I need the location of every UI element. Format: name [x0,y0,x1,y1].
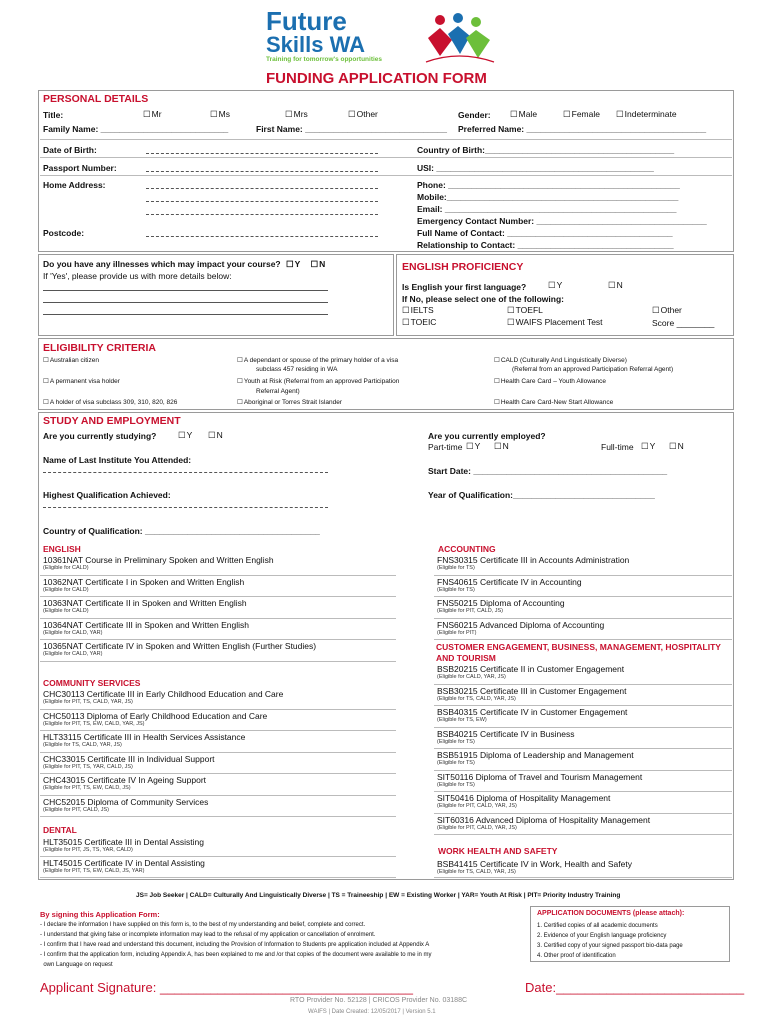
emergency-contact-field[interactable]: Emergency Contact Number: ____________________________________ [417,216,707,226]
illness-details-line1[interactable] [43,290,328,291]
course-name: HLT33115 Certificate III in Health Services Assistance [43,732,246,742]
country-qual-field[interactable]: Country of Qualification: _____________________________________ [43,526,320,536]
accounting-course-list [434,554,732,640]
english-first-yes-checkbox[interactable]: ☐ Y [548,280,562,291]
text-line: 3. Certified copy of your signed passport bio-data page [537,943,683,949]
figures-logo-icon [418,10,500,68]
employed-question: Are you currently employed? [428,431,546,441]
course-eligibility: (Eligible for PIT) [437,629,477,636]
course-eligibility: (Eligible for PIT, JS, TS, YAR, CALD) [43,847,133,853]
dob-label: Date of Birth: [43,145,97,155]
course-name: BSB40215 Certificate IV in Business [437,728,575,739]
first-name-field[interactable]: First Name: ______________________________ [256,124,447,134]
logo-line2: Skills WA [266,32,366,57]
course-name: BSB20215 Certificate II in Customer Engagement [437,664,625,674]
business-course-list [434,663,732,835]
divider [40,175,732,176]
course-eligibility: (Eligible for CALD, YAR) [43,651,103,657]
course-eligibility: (Eligible for CALD, YAR, JS) [437,674,506,680]
course-eligibility: (Eligible for CALD) [43,565,89,571]
illness-details-line2[interactable] [43,302,328,303]
course-eligibility: (Eligible for PIT, TS, YAR, CALD, JS) [43,763,133,770]
text-line: - I declare the information I have supplied on this form is, to the best of my understanding and belief, complete and correct. [40,922,366,928]
home-address-line1[interactable] [146,188,378,189]
studying-no-checkbox[interactable]: ☐ N [208,430,223,441]
elig-australian-citizen[interactable]: ☐ Australian citizen [43,356,99,364]
course-eligibility: (Eligible for TS) [437,586,475,593]
course-row[interactable] [40,836,396,857]
elig-hcc-newstart[interactable]: ☐ Health Care Card-New Start Allowance [494,398,613,406]
course-row[interactable] [40,554,396,576]
date-field[interactable]: Date:__________________________ [525,980,745,995]
course-name: BSB41415 Certificate IV in Work, Health and Safety [437,859,632,869]
mobile-field[interactable]: Mobile:_________________________________________________ [417,192,679,202]
course-row[interactable] [40,597,396,619]
text-line: 1. Certified copies of all academic documents [537,923,658,929]
course-name: FNS40615 Certificate IV in Accounting [437,576,582,587]
illness-followup: If 'Yes', please provide us with more details below: [43,271,232,281]
text-line: own Language on request [40,962,113,968]
dental-course-list [40,836,396,878]
parttime-no-checkbox[interactable]: ☐ N [494,441,509,452]
course-row[interactable] [434,706,732,728]
course-eligibility: (Eligible for CALD, YAR) [43,629,103,636]
course-row[interactable] [434,576,732,598]
course-row[interactable] [434,749,732,771]
documents-heading: APPLICATION DOCUMENTS (please attach): [537,910,685,917]
year-qual-field[interactable]: Year of Qualification:______________________________ [428,490,655,500]
last-institute-field[interactable] [43,472,328,473]
english-first-no-checkbox[interactable]: ☐ N [608,280,623,291]
elig-visa-subclass[interactable]: ☐ A holder of visa subclass 309, 310, 820, 826 [43,398,177,406]
course-name: FNS50215 Diploma of Accounting [437,598,565,608]
course-name: SIT50416 Diploma of Hospitality Management [437,793,611,803]
accounting-courses-heading: ACCOUNTING [438,544,496,554]
form-title: FUNDING APPLICATION FORM [266,70,487,87]
course-eligibility: (Eligible for PIT, CALD, YAR, JS) [437,803,517,809]
divider [40,139,732,140]
elig-permanent-visa[interactable]: ☐ A permanent visa holder [43,377,120,385]
gender-indeterminate-checkbox[interactable]: ☐ Indeterminate [616,109,677,120]
gender-label: Gender: [458,110,491,120]
course-eligibility: (Eligible for PIT, CALD, YAR, JS) [437,824,517,831]
start-date-field[interactable]: Start Date: _________________________________________ [428,466,668,476]
illness-yes-checkbox[interactable]: ☐ Y [286,259,300,269]
course-name: BSB51915 Diploma of Leadership and Management [437,750,634,760]
course-row[interactable] [40,731,396,753]
course-name: 10364NAT Certificate III in Spoken and Written English [43,619,250,630]
highest-qual-label: Highest Qualification Achieved: [43,490,171,500]
course-eligibility: (Eligible for PIT, TS, CALD, YAR, JS) [43,699,133,705]
illness-question-text: Do you have any illnesses which may impact your course? [43,259,281,269]
course-name: FNS30315 Certificate III in Accounts Administration [437,555,630,565]
highest-qual-field[interactable] [43,507,328,508]
waifs-checkbox[interactable]: ☐ WAIFS Placement Test [507,317,603,328]
course-name: HLT35015 Certificate III in Dental Assisting [43,837,204,847]
course-name: CHC50113 Diploma of Early Childhood Education and Care [43,710,268,721]
course-eligibility: (Eligible for PIT, CALD, JS) [43,806,110,813]
eligibility-heading: ELIGIBILITY CRITERIA [43,342,156,354]
course-row[interactable] [434,685,732,707]
course-name: HLT45015 Certificate IV in Dental Assisting [43,858,205,868]
community-courses-heading: COMMUNITY SERVICES [43,678,141,688]
fulltime-no-checkbox[interactable]: ☐ N [669,441,684,452]
business-courses-heading-2: AND TOURISM [436,653,496,663]
course-row[interactable] [434,728,732,750]
course-eligibility: (Eligible for TS, CALD, YAR, JS) [43,742,122,748]
course-eligibility: (Eligible for TS) [437,760,475,766]
postcode-field[interactable] [146,236,378,237]
elig-youth-at-risk[interactable]: ☐ Youth at Risk (Referral from an approved Participation [237,377,399,385]
english-courses-heading: ENGLISH [43,544,81,554]
family-name-field[interactable]: Family Name: ___________________________ [43,124,229,134]
course-row[interactable] [40,857,396,878]
text-line: - I understand that giving false or incomplete information may lead to the refusal of my application or cancellation of enrolment. [40,932,376,938]
course-row[interactable] [40,688,396,710]
ielts-checkbox[interactable]: ☐ IELTS [402,305,434,316]
elig-youth-at-risk-2: Referral Agent) [256,388,300,395]
declaration-heading: By signing this Application Form: [40,910,160,919]
course-name: CHC43015 Certificate IV In Ageing Support [43,775,207,785]
whs-course-list [434,858,732,878]
course-eligibility: (Eligible for PIT, TS, EW, CALD, YAR, JS) [43,720,145,727]
course-name: 10362NAT Certificate I in Spoken and Written English [43,576,245,587]
study-heading: STUDY AND EMPLOYMENT [43,415,181,427]
studying-yes-checkbox[interactable]: ☐ Y [178,430,192,441]
title-mr-checkbox[interactable]: ☐ Mr [143,109,162,120]
logo-tagline: Training for tomorrow's opportunities [266,56,383,63]
illness-details-line3[interactable] [43,314,328,315]
score-field[interactable]: Score ________ [652,318,715,328]
phone-field[interactable]: Phone: _________________________________________________ [417,180,680,190]
parttime-label: Part-time [428,442,463,452]
postcode-label: Postcode: [43,228,85,238]
english-course-list [40,554,396,662]
business-courses-heading: CUSTOMER ENGAGEMENT, BUSINESS, MANAGEMENT, HOSPITALITY [436,642,721,652]
course-name: BSB40315 Certificate IV in Customer Engagement [437,707,628,717]
footer-provider: RTO Provider No. 52128 | CRICOS Provider No. 03188C [290,997,468,1004]
course-name: FNS60215 Advanced Diploma of Accounting [437,619,605,630]
gender-female-checkbox[interactable]: ☐ Female [563,109,600,120]
course-eligibility: (Eligible for CALD) [43,586,89,593]
course-name: CHC52015 Diploma of Community Services [43,796,209,807]
text-line: - I confirm that I have read and understand this document, including the Provision of Information to Students pre application included at Appendix A [40,942,430,948]
divider [40,157,732,158]
course-eligibility: (Eligible for TS, EW) [437,717,487,723]
logo [266,8,382,63]
course-row[interactable] [434,771,732,793]
course-row[interactable] [434,554,732,576]
declaration-list [40,920,432,970]
english-first-question: Is English your first language? [402,282,527,292]
course-name: 10363NAT Certificate II in Spoken and Written English [43,598,247,608]
fulltime-yes-checkbox[interactable]: ☐ Y [641,441,655,452]
parttime-yes-checkbox[interactable]: ☐ Y [466,441,480,452]
course-name: SIT60316 Advanced Diploma of Hospitality Management [437,814,651,825]
course-name: 10365NAT Certificate IV in Spoken and Written English (Further Studies) [43,641,317,651]
home-address-line2[interactable] [146,201,378,202]
course-row[interactable] [40,710,396,732]
course-row[interactable] [40,619,396,641]
footer-version: WAIFS | Date Created: 12/05/2017 | Version 5.1 [308,1009,436,1015]
course-row[interactable] [434,619,732,641]
applicant-signature-field[interactable]: Applicant Signature: ___________________________________ [40,980,414,995]
course-row[interactable] [40,753,396,775]
course-row[interactable] [434,792,732,814]
course-row[interactable] [40,774,396,796]
course-name: CHC33015 Certificate III in Individual Support [43,753,215,764]
toefl-checkbox[interactable]: ☐ TOEFL [507,305,543,316]
country-birth-field[interactable]: Country of Birth:________________________________________ [417,145,675,155]
preferred-name-field[interactable]: Preferred Name: ______________________________________ [458,124,707,134]
title-mrs-checkbox[interactable]: ☐ Mrs [285,109,308,120]
course-name: CHC30113 Certificate III in Early Childhood Education and Care [43,689,284,699]
relationship-field[interactable]: Relationship to Contact: _________________________________ [417,240,674,250]
fulltime-label: Full-time [601,442,634,452]
english-if-no: If No, please select one of the following: [402,294,564,304]
last-institute-label: Name of Last Institute You Attended: [43,455,192,465]
home-address-line3[interactable] [146,214,378,215]
logo-line1: Future [266,6,347,36]
title-ms-checkbox[interactable]: ☐ Ms [210,109,230,120]
elig-dependant-spouse-2: subclass 457 residing in WA [256,366,338,373]
text-line: 4. Other proof of identification [537,953,616,959]
course-row[interactable] [434,858,732,878]
course-eligibility: (Eligible for TS, CALD, YAR, JS) [437,869,516,875]
elig-cald-2: (Referral from an approved Participation Referral Agent) [512,366,674,373]
course-eligibility: (Eligible for PIT, TS, EW, CALD, JS, YAR) [43,868,145,874]
course-row[interactable] [434,814,732,836]
other-test-checkbox[interactable]: ☐ Other [652,305,682,316]
course-row[interactable] [40,640,396,662]
community-course-list [40,688,396,817]
elig-dependant-spouse[interactable]: ☐ A dependant or spouse of the primary holder of a visa [237,356,398,364]
personal-details-heading: PERSONAL DETAILS [43,93,149,105]
email-field[interactable]: Email: _________________________________________________ [417,204,677,214]
contact-name-field[interactable]: Full Name of Contact: ___________________________________ [417,228,673,238]
dob-field[interactable] [146,153,378,154]
whs-courses-heading: WORK HEALTH AND SAFETY [438,846,558,856]
home-address-label: Home Address: [43,180,106,190]
course-name: 10361NAT Course in Preliminary Spoken and Written English [43,555,274,565]
course-eligibility: (Eligible for TS) [437,738,475,745]
title-other-checkbox[interactable]: ☐ Other [348,109,378,120]
usi-field[interactable]: USI: ______________________________________________ [417,163,654,173]
passport-field[interactable] [146,171,378,172]
course-eligibility: (Eligible for TS) [437,565,475,571]
documents-list [537,921,683,961]
course-name: SIT50116 Diploma of Travel and Tourism Management [437,771,643,782]
elig-cald[interactable]: ☐ CALD (Culturally And Linguistically Diverse) [494,356,627,364]
text-line: - I confirm that the application form, including Appendix A, has been explained to me and /or that copies of the document were available to me in my [40,952,432,958]
gender-male-checkbox[interactable]: ☐ Male [510,109,537,120]
dental-courses-heading: DENTAL [43,825,77,835]
text-line: 2. Evidence of your English language proficiency [537,933,667,939]
studying-question: Are you currently studying? [43,431,157,441]
elig-aboriginal[interactable]: ☐ Aboriginal or Torres Strait Islander [237,398,342,406]
illness-question [43,259,325,270]
elig-hcc-youth[interactable]: ☐ Health Care Card – Youth Allowance [494,377,606,385]
title-label: Title: [43,110,64,120]
abbreviation-legend: JS= Job Seeker | CALD= Culturally And Linguistically Diverse | TS = Traineeship | EW = Existing Worker | YAR= Youth At Risk | PIT= Priority Industry Training [136,892,621,899]
passport-label: Passport Number: [43,163,117,173]
course-eligibility: (Eligible for CALD) [43,608,89,614]
course-eligibility: (Eligible for TS) [437,781,475,788]
course-eligibility: (Eligible for PIT, TS, EW, CALD, JS) [43,785,131,791]
course-row[interactable] [434,663,732,685]
illness-no-checkbox[interactable]: ☐ N [311,259,326,269]
course-row[interactable] [40,796,396,818]
toeic-checkbox[interactable]: ☐ TOEIC [402,317,436,328]
course-name: BSB30215 Certificate III in Customer Engagement [437,685,627,696]
english-proficiency-heading: ENGLISH PROFICIENCY [402,261,524,273]
course-row[interactable] [434,597,732,619]
course-row[interactable] [40,576,396,598]
course-eligibility: (Eligible for PIT, CALD, JS) [437,608,504,614]
course-eligibility: (Eligible for TS, CALD, YAR, JS) [437,695,516,702]
